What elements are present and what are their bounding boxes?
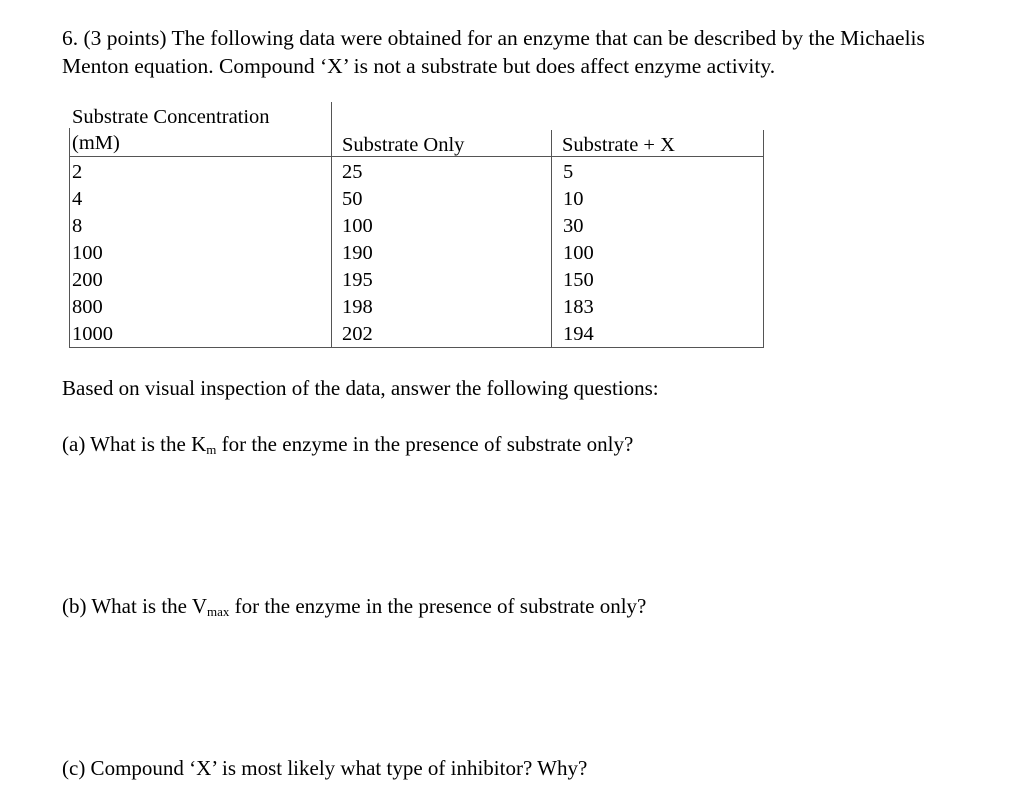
- cell-substrate-x: 194: [563, 323, 594, 345]
- question-b-text-end: for the enzyme in the presence of substrate only?: [229, 594, 647, 618]
- header-concentration-unit: (mM): [72, 132, 120, 154]
- table-divider-2: [551, 130, 552, 348]
- cell-concentration: 200: [72, 269, 103, 291]
- cell-concentration: 4: [72, 188, 83, 210]
- cell-substrate-x: 5: [563, 161, 574, 183]
- cell-substrate-only: 50: [342, 188, 363, 210]
- cell-concentration: 800: [72, 296, 103, 318]
- instructions: Based on visual inspection of the data, answer the following questions:: [62, 376, 659, 400]
- table-header-rule: [69, 156, 764, 157]
- cell-substrate-x: 150: [563, 269, 594, 291]
- question-b-subscript: max: [207, 604, 230, 619]
- cell-substrate-only: 25: [342, 161, 363, 183]
- header-substrate-x: Substrate + X: [562, 134, 675, 156]
- cell-substrate-x: 30: [563, 215, 584, 237]
- question-a-subscript: m: [206, 442, 217, 457]
- header-substrate-only: Substrate Only: [342, 134, 465, 156]
- question-line-1: 6. (3 points) The following data were obtained for an enzyme that can be described by the Michaelis: [62, 26, 925, 50]
- question-c: (c) Compound ‘X’ is most likely what type of inhibitor? Why?: [62, 756, 588, 780]
- question-line-2: Menton equation. Compound ‘X’ is not a substrate but does affect enzyme activity.: [62, 54, 776, 78]
- question-a-text: (a) What is the K: [62, 432, 207, 456]
- cell-substrate-x: 100: [563, 242, 594, 264]
- cell-concentration: 100: [72, 242, 103, 264]
- question-a: [62, 432, 633, 457]
- cell-substrate-x: 183: [563, 296, 594, 318]
- header-concentration: Substrate Concentration: [72, 106, 270, 128]
- cell-substrate-only: 198: [342, 296, 373, 318]
- cell-substrate-only: 202: [342, 323, 373, 345]
- cell-concentration: 1000: [72, 323, 113, 345]
- cell-substrate-only: 195: [342, 269, 373, 291]
- table-left-border: [69, 128, 70, 348]
- cell-substrate-x: 10: [563, 188, 584, 210]
- table-right-border: [763, 130, 764, 348]
- cell-substrate-only: 190: [342, 242, 373, 264]
- question-b: [62, 594, 646, 619]
- table-divider-1: [331, 102, 332, 348]
- question-a-text-end: for the enzyme in the presence of substrate only?: [216, 432, 634, 456]
- question-b-text: (b) What is the V: [62, 594, 208, 618]
- cell-concentration: 8: [72, 215, 83, 237]
- cell-concentration: 2: [72, 161, 83, 183]
- cell-substrate-only: 100: [342, 215, 373, 237]
- table-bottom-rule: [69, 347, 764, 348]
